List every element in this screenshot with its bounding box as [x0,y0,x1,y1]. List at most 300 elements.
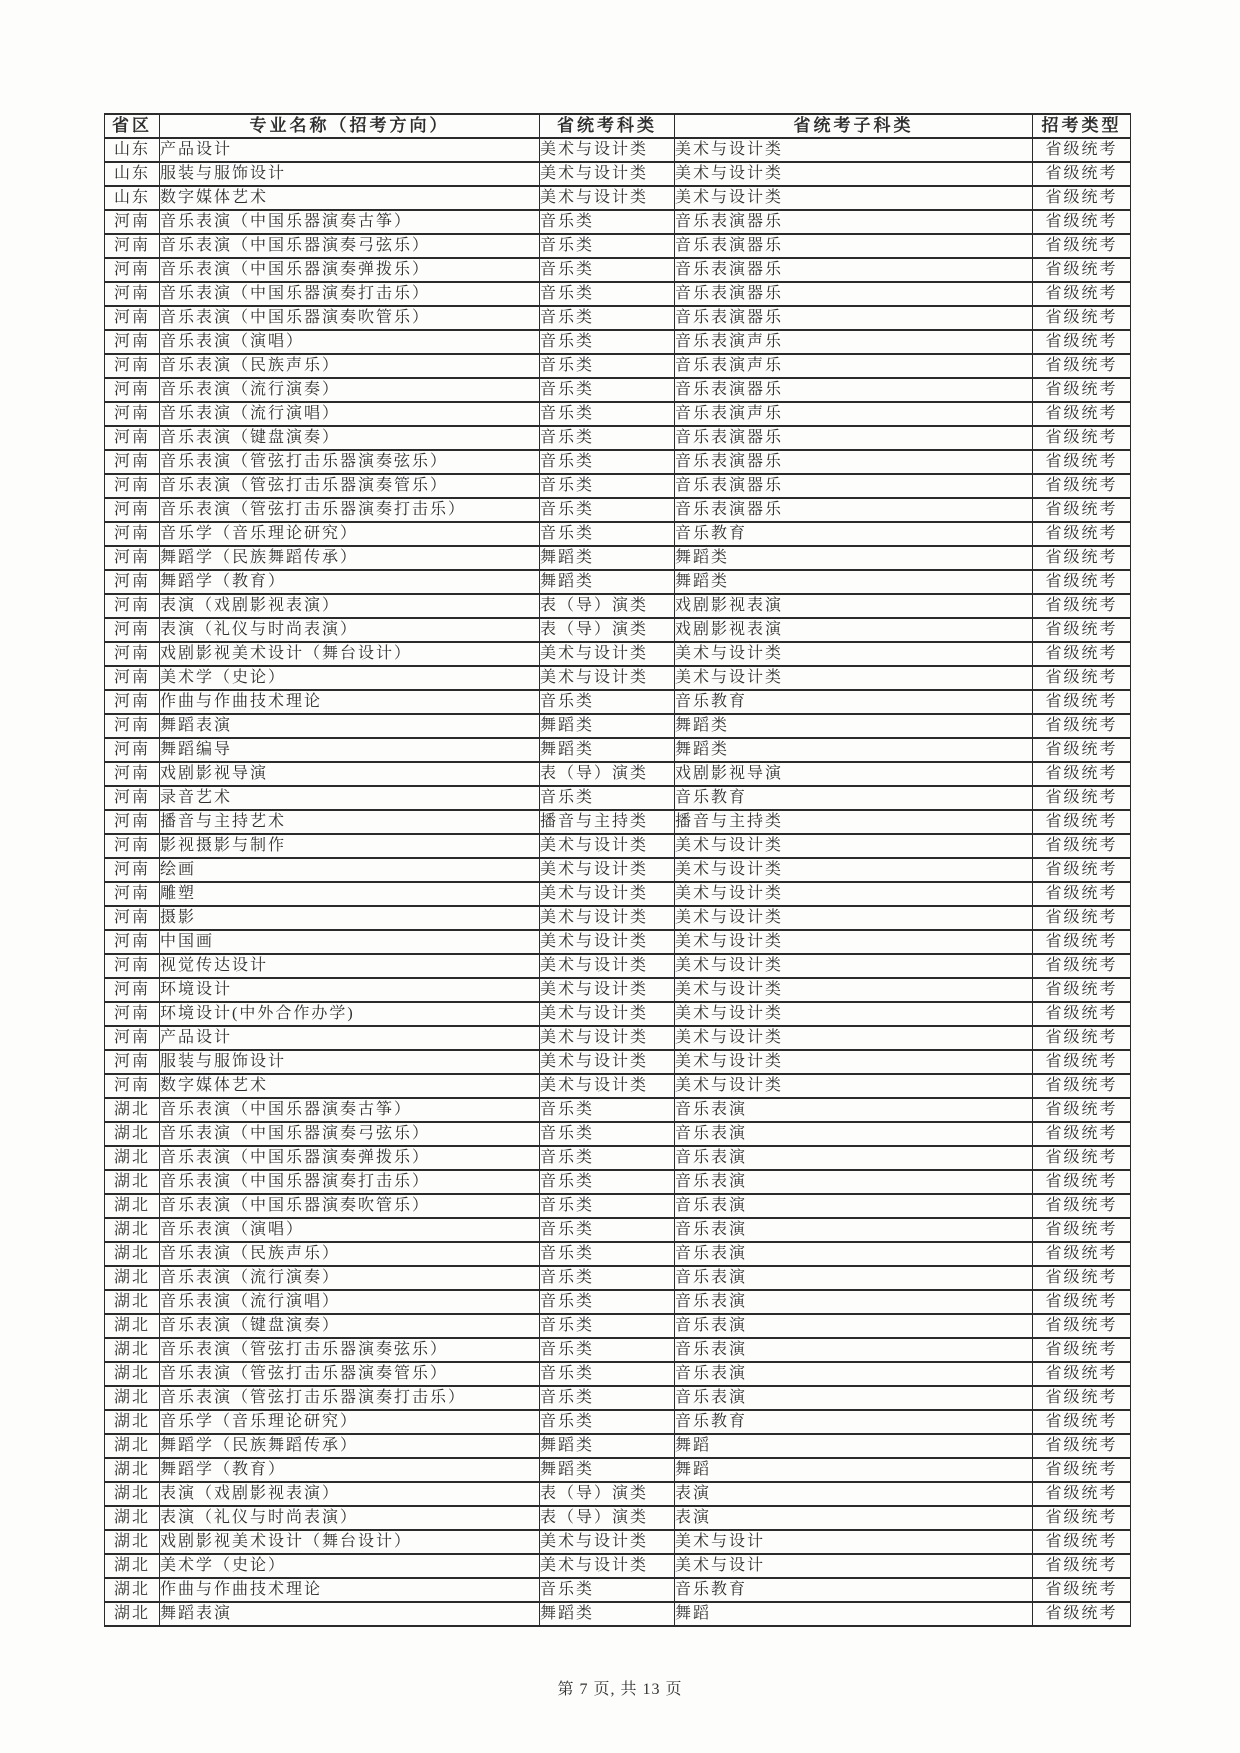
cell-province: 河南 [105,450,160,474]
cell-major: 音乐表演（流行演唱） [160,1290,540,1314]
cell-province: 河南 [105,402,160,426]
cell-exam-category: 音乐类 [540,402,675,426]
table-row [105,1338,1131,1362]
cell-major: 环境设计 [160,978,540,1002]
cell-province: 湖北 [105,1386,160,1410]
cell-exam-subcategory: 音乐表演器乐 [675,378,1033,402]
cell-major: 音乐表演（演唱） [160,1218,540,1242]
cell-exam-subcategory: 音乐表演器乐 [675,234,1033,258]
table-row [105,1434,1131,1458]
cell-exam-subcategory: 美术与设计类 [675,906,1033,930]
cell-major: 环境设计(中外合作办学) [160,1002,540,1026]
col-header-exam-category: 省统考科类 [540,114,675,138]
cell-exam-subcategory: 美术与设计类 [675,1074,1033,1098]
table-row [105,1290,1131,1314]
cell-province: 河南 [105,834,160,858]
cell-exam-category: 音乐类 [540,498,675,522]
cell-major: 服装与服饰设计 [160,1050,540,1074]
cell-exam-category: 音乐类 [540,210,675,234]
cell-major: 舞蹈表演 [160,1602,540,1626]
cell-exam-category: 美术与设计类 [540,978,675,1002]
table-row [105,1506,1131,1530]
cell-exam-type: 省级统考 [1033,1554,1131,1578]
cell-exam-subcategory: 美术与设计类 [675,186,1033,210]
cell-exam-subcategory: 音乐表演 [675,1122,1033,1146]
table-row [105,378,1131,402]
table-row [105,210,1131,234]
cell-major: 音乐表演（管弦打击乐器演奏管乐） [160,1362,540,1386]
table-row [105,162,1131,186]
cell-province: 河南 [105,954,160,978]
cell-exam-category: 音乐类 [540,354,675,378]
table-row [105,1482,1131,1506]
cell-exam-type: 省级统考 [1033,1506,1131,1530]
cell-exam-category: 舞蹈类 [540,738,675,762]
cell-exam-type: 省级统考 [1033,1578,1131,1602]
cell-exam-type: 省级统考 [1033,1362,1131,1386]
cell-exam-type: 省级统考 [1033,978,1131,1002]
cell-exam-type: 省级统考 [1033,1050,1131,1074]
cell-exam-subcategory: 戏剧影视导演 [675,762,1033,786]
cell-province: 河南 [105,858,160,882]
cell-province: 湖北 [105,1458,160,1482]
cell-exam-category: 舞蹈类 [540,1602,675,1626]
cell-province: 湖北 [105,1602,160,1626]
table-row [105,1362,1131,1386]
cell-exam-type: 省级统考 [1033,810,1131,834]
cell-exam-subcategory: 舞蹈 [675,1458,1033,1482]
cell-province: 河南 [105,546,160,570]
table-row [105,1386,1131,1410]
cell-province: 河南 [105,762,160,786]
table-row [105,594,1131,618]
cell-major: 戏剧影视美术设计（舞台设计） [160,642,540,666]
cell-major: 音乐表演（管弦打击乐器演奏打击乐） [160,498,540,522]
table-row [105,402,1131,426]
cell-exam-subcategory: 音乐表演器乐 [675,450,1033,474]
cell-exam-category: 音乐类 [540,330,675,354]
cell-major: 音乐表演（中国乐器演奏古筝） [160,210,540,234]
cell-exam-type: 省级统考 [1033,282,1131,306]
table-row [105,138,1131,162]
cell-major: 音乐表演（中国乐器演奏吹管乐） [160,306,540,330]
cell-province: 河南 [105,570,160,594]
cell-major: 音乐表演（中国乐器演奏弓弦乐） [160,1122,540,1146]
cell-major: 音乐表演（管弦打击乐器演奏打击乐） [160,1386,540,1410]
cell-exam-subcategory: 音乐教育 [675,1410,1033,1434]
cell-exam-category: 舞蹈类 [540,546,675,570]
cell-exam-type: 省级统考 [1033,882,1131,906]
cell-exam-subcategory: 音乐表演声乐 [675,402,1033,426]
cell-exam-category: 音乐类 [540,1410,675,1434]
cell-exam-type: 省级统考 [1033,1074,1131,1098]
cell-exam-subcategory: 音乐表演 [675,1362,1033,1386]
cell-exam-category: 美术与设计类 [540,930,675,954]
cell-province: 河南 [105,666,160,690]
cell-major: 产品设计 [160,1026,540,1050]
cell-exam-type: 省级统考 [1033,258,1131,282]
cell-exam-category: 美术与设计类 [540,906,675,930]
cell-major: 音乐表演（中国乐器演奏打击乐） [160,282,540,306]
cell-exam-subcategory: 表演 [675,1506,1033,1530]
cell-exam-subcategory: 音乐表演器乐 [675,258,1033,282]
cell-province: 河南 [105,354,160,378]
cell-exam-type: 省级统考 [1033,498,1131,522]
cell-exam-category: 音乐类 [540,1146,675,1170]
cell-exam-subcategory: 音乐表演器乐 [675,498,1033,522]
cell-exam-subcategory: 音乐表演 [675,1314,1033,1338]
table-row [105,618,1131,642]
cell-exam-subcategory: 舞蹈类 [675,714,1033,738]
cell-exam-category: 美术与设计类 [540,858,675,882]
cell-exam-subcategory: 美术与设计 [675,1530,1033,1554]
table-row [105,306,1131,330]
cell-exam-type: 省级统考 [1033,306,1131,330]
cell-major: 舞蹈学（民族舞蹈传承） [160,1434,540,1458]
cell-exam-category: 音乐类 [540,1098,675,1122]
cell-province: 河南 [105,498,160,522]
cell-exam-category: 音乐类 [540,474,675,498]
cell-exam-category: 美术与设计类 [540,834,675,858]
cell-exam-type: 省级统考 [1033,450,1131,474]
cell-exam-subcategory: 音乐表演 [675,1242,1033,1266]
cell-exam-type: 省级统考 [1033,1314,1131,1338]
table-row [105,282,1131,306]
cell-exam-subcategory: 音乐表演 [675,1170,1033,1194]
cell-exam-type: 省级统考 [1033,1410,1131,1434]
table-row [105,1458,1131,1482]
cell-province: 河南 [105,258,160,282]
table-row [105,762,1131,786]
cell-exam-type: 省级统考 [1033,210,1131,234]
cell-exam-subcategory: 表演 [675,1482,1033,1506]
cell-exam-subcategory: 音乐表演 [675,1338,1033,1362]
cell-exam-type: 省级统考 [1033,522,1131,546]
cell-major: 音乐表演（中国乐器演奏弓弦乐） [160,234,540,258]
cell-exam-subcategory: 美术与设计类 [675,1050,1033,1074]
cell-major: 播音与主持艺术 [160,810,540,834]
cell-exam-category: 美术与设计类 [540,1530,675,1554]
table-row [105,834,1131,858]
cell-exam-subcategory: 戏剧影视表演 [675,618,1033,642]
cell-exam-subcategory: 音乐表演 [675,1194,1033,1218]
cell-major: 音乐表演（流行演奏） [160,378,540,402]
cell-major: 音乐表演（演唱） [160,330,540,354]
cell-exam-category: 音乐类 [540,522,675,546]
cell-exam-type: 省级统考 [1033,546,1131,570]
cell-province: 湖北 [105,1170,160,1194]
cell-exam-category: 音乐类 [540,1266,675,1290]
cell-exam-type: 省级统考 [1033,834,1131,858]
cell-exam-category: 表（导）演类 [540,594,675,618]
cell-exam-type: 省级统考 [1033,474,1131,498]
cell-major: 音乐表演（键盘演奏） [160,426,540,450]
col-header-exam-type: 招考类型 [1033,114,1131,138]
table-row [105,354,1131,378]
table-row [105,1050,1131,1074]
cell-exam-category: 美术与设计类 [540,666,675,690]
cell-exam-category: 美术与设计类 [540,162,675,186]
cell-exam-category: 音乐类 [540,378,675,402]
cell-province: 山东 [105,162,160,186]
cell-exam-category: 音乐类 [540,1338,675,1362]
cell-exam-type: 省级统考 [1033,738,1131,762]
cell-exam-subcategory: 音乐教育 [675,1578,1033,1602]
cell-exam-type: 省级统考 [1033,1602,1131,1626]
cell-major: 舞蹈表演 [160,714,540,738]
cell-province: 河南 [105,690,160,714]
cell-major: 表演（礼仪与时尚表演） [160,618,540,642]
cell-exam-category: 音乐类 [540,1290,675,1314]
cell-exam-type: 省级统考 [1033,906,1131,930]
table-row [105,570,1131,594]
cell-major: 音乐表演（民族声乐） [160,354,540,378]
cell-exam-subcategory: 音乐表演器乐 [675,426,1033,450]
cell-exam-category: 音乐类 [540,234,675,258]
cell-exam-subcategory: 美术与设计类 [675,954,1033,978]
cell-exam-category: 音乐类 [540,1386,675,1410]
cell-exam-category: 音乐类 [540,1362,675,1386]
cell-province: 河南 [105,738,160,762]
cell-exam-subcategory: 舞蹈类 [675,738,1033,762]
cell-major: 戏剧影视导演 [160,762,540,786]
cell-province: 河南 [105,642,160,666]
cell-major: 视觉传达设计 [160,954,540,978]
cell-province: 湖北 [105,1122,160,1146]
col-header-exam-subcategory: 省统考子科类 [675,114,1033,138]
cell-major: 音乐表演（键盘演奏） [160,1314,540,1338]
cell-province: 湖北 [105,1530,160,1554]
cell-major: 表演（礼仪与时尚表演） [160,1506,540,1530]
cell-exam-subcategory: 音乐表演器乐 [675,282,1033,306]
col-header-major: 专业名称（招考方向） [160,114,540,138]
table-row [105,1122,1131,1146]
table-row [105,1242,1131,1266]
cell-major: 音乐表演（流行演奏） [160,1266,540,1290]
cell-province: 湖北 [105,1146,160,1170]
table-body [105,138,1131,1626]
cell-exam-subcategory: 美术与设计类 [675,162,1033,186]
table-row [105,882,1131,906]
exam-category-table [104,113,1131,1627]
cell-exam-type: 省级统考 [1033,138,1131,162]
cell-province: 河南 [105,378,160,402]
cell-exam-subcategory: 音乐教育 [675,522,1033,546]
cell-province: 河南 [105,882,160,906]
cell-major: 影视摄影与制作 [160,834,540,858]
cell-exam-subcategory: 音乐表演声乐 [675,354,1033,378]
cell-major: 美术学（史论） [160,1554,540,1578]
cell-exam-category: 舞蹈类 [540,1458,675,1482]
cell-major: 音乐表演（中国乐器演奏吹管乐） [160,1194,540,1218]
table-row [105,690,1131,714]
cell-exam-category: 美术与设计类 [540,186,675,210]
cell-exam-type: 省级统考 [1033,234,1131,258]
cell-major: 音乐表演（民族声乐） [160,1242,540,1266]
cell-exam-subcategory: 舞蹈 [675,1602,1033,1626]
cell-major: 音乐表演（中国乐器演奏打击乐） [160,1170,540,1194]
cell-exam-type: 省级统考 [1033,330,1131,354]
cell-province: 河南 [105,1002,160,1026]
table-row [105,498,1131,522]
cell-exam-type: 省级统考 [1033,594,1131,618]
cell-exam-type: 省级统考 [1033,858,1131,882]
cell-major: 音乐表演（管弦打击乐器演奏弦乐） [160,1338,540,1362]
cell-exam-type: 省级统考 [1033,1194,1131,1218]
cell-exam-category: 音乐类 [540,1122,675,1146]
cell-province: 湖北 [105,1194,160,1218]
table-row [105,666,1131,690]
cell-major: 舞蹈编导 [160,738,540,762]
cell-exam-type: 省级统考 [1033,1338,1131,1362]
cell-exam-subcategory: 音乐表演 [675,1146,1033,1170]
cell-exam-category: 美术与设计类 [540,1002,675,1026]
cell-exam-type: 省级统考 [1033,570,1131,594]
cell-province: 河南 [105,1074,160,1098]
cell-province: 河南 [105,426,160,450]
cell-exam-type: 省级统考 [1033,1530,1131,1554]
cell-exam-type: 省级统考 [1033,1290,1131,1314]
table-header-row [105,114,1131,138]
table-row [105,330,1131,354]
table-row [105,738,1131,762]
cell-exam-category: 音乐类 [540,450,675,474]
cell-exam-category: 舞蹈类 [540,714,675,738]
table-row [105,1074,1131,1098]
table-row [105,1410,1131,1434]
cell-province: 河南 [105,978,160,1002]
cell-exam-subcategory: 戏剧影视表演 [675,594,1033,618]
cell-exam-category: 音乐类 [540,1578,675,1602]
cell-exam-subcategory: 音乐教育 [675,690,1033,714]
table-row [105,906,1131,930]
cell-exam-category: 美术与设计类 [540,1074,675,1098]
cell-exam-subcategory: 美术与设计类 [675,978,1033,1002]
cell-province: 湖北 [105,1506,160,1530]
cell-province: 湖北 [105,1314,160,1338]
cell-province: 湖北 [105,1338,160,1362]
cell-exam-type: 省级统考 [1033,1098,1131,1122]
table-row [105,546,1131,570]
cell-exam-category: 音乐类 [540,1242,675,1266]
cell-exam-category: 表（导）演类 [540,762,675,786]
cell-major: 作曲与作曲技术理论 [160,690,540,714]
cell-province: 河南 [105,474,160,498]
cell-province: 湖北 [105,1362,160,1386]
cell-exam-category: 播音与主持类 [540,810,675,834]
cell-major: 绘画 [160,858,540,882]
table-row [105,786,1131,810]
cell-province: 湖北 [105,1098,160,1122]
cell-major: 音乐表演（管弦打击乐器演奏管乐） [160,474,540,498]
cell-exam-category: 音乐类 [540,1170,675,1194]
cell-exam-category: 美术与设计类 [540,1050,675,1074]
cell-major: 音乐表演（中国乐器演奏古筝） [160,1098,540,1122]
table-row [105,1218,1131,1242]
cell-exam-type: 省级统考 [1033,1386,1131,1410]
cell-province: 河南 [105,1026,160,1050]
cell-exam-category: 音乐类 [540,258,675,282]
cell-province: 湖北 [105,1242,160,1266]
cell-exam-subcategory: 美术与设计类 [675,834,1033,858]
cell-exam-subcategory: 音乐表演 [675,1218,1033,1242]
table-row [105,954,1131,978]
cell-major: 音乐学（音乐理论研究） [160,1410,540,1434]
cell-exam-category: 舞蹈类 [540,570,675,594]
cell-exam-subcategory: 音乐表演器乐 [675,210,1033,234]
cell-exam-subcategory: 音乐表演 [675,1266,1033,1290]
cell-exam-type: 省级统考 [1033,786,1131,810]
cell-major: 音乐表演（中国乐器演奏弹拨乐） [160,1146,540,1170]
table-row [105,1002,1131,1026]
cell-exam-type: 省级统考 [1033,930,1131,954]
cell-province: 河南 [105,714,160,738]
cell-exam-subcategory: 美术与设计类 [675,882,1033,906]
cell-exam-subcategory: 音乐教育 [675,786,1033,810]
cell-province: 河南 [105,330,160,354]
cell-exam-type: 省级统考 [1033,618,1131,642]
table-row [105,258,1131,282]
table-row [105,426,1131,450]
table-row [105,1266,1131,1290]
cell-province: 河南 [105,786,160,810]
cell-major: 雕塑 [160,882,540,906]
cell-major: 产品设计 [160,138,540,162]
cell-province: 河南 [105,906,160,930]
cell-province: 湖北 [105,1290,160,1314]
cell-province: 山东 [105,138,160,162]
cell-exam-subcategory: 美术与设计类 [675,930,1033,954]
cell-exam-subcategory: 音乐表演 [675,1290,1033,1314]
cell-exam-category: 美术与设计类 [540,642,675,666]
cell-exam-category: 音乐类 [540,426,675,450]
cell-province: 河南 [105,618,160,642]
cell-major: 中国画 [160,930,540,954]
cell-exam-type: 省级统考 [1033,1170,1131,1194]
cell-major: 舞蹈学（教育） [160,570,540,594]
cell-exam-type: 省级统考 [1033,162,1131,186]
cell-exam-subcategory: 美术与设计类 [675,138,1033,162]
cell-exam-type: 省级统考 [1033,642,1131,666]
cell-major: 音乐表演（流行演唱） [160,402,540,426]
cell-major: 数字媒体艺术 [160,1074,540,1098]
cell-exam-subcategory: 音乐表演声乐 [675,330,1033,354]
table-row [105,1578,1131,1602]
cell-exam-category: 舞蹈类 [540,1434,675,1458]
cell-exam-subcategory: 音乐表演器乐 [675,306,1033,330]
cell-major: 表演（戏剧影视表演） [160,594,540,618]
cell-province: 湖北 [105,1266,160,1290]
table-row [105,1602,1131,1626]
cell-exam-subcategory: 美术与设计类 [675,642,1033,666]
cell-exam-type: 省级统考 [1033,1026,1131,1050]
cell-exam-type: 省级统考 [1033,690,1131,714]
cell-exam-category: 表（导）演类 [540,618,675,642]
cell-province: 湖北 [105,1218,160,1242]
table-row [105,1026,1131,1050]
table-row [105,978,1131,1002]
cell-exam-type: 省级统考 [1033,1146,1131,1170]
cell-exam-subcategory: 音乐表演 [675,1386,1033,1410]
cell-major: 数字媒体艺术 [160,186,540,210]
cell-exam-subcategory: 音乐表演 [675,1098,1033,1122]
table-row [105,474,1131,498]
table-row [105,858,1131,882]
table-row [105,186,1131,210]
cell-exam-type: 省级统考 [1033,1242,1131,1266]
cell-exam-category: 美术与设计类 [540,882,675,906]
cell-exam-type: 省级统考 [1033,1218,1131,1242]
